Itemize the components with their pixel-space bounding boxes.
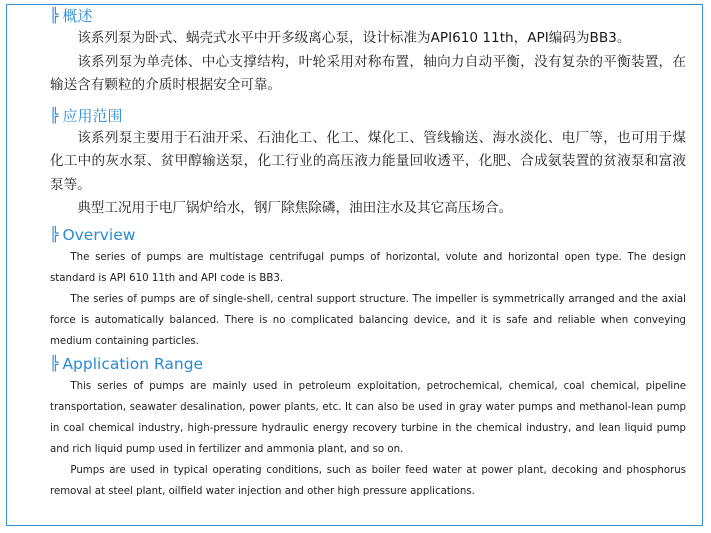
document-content	[50, 5, 686, 502]
section-marker-icon: ╠	[50, 8, 59, 24]
application-cn-paragraph-2: 典型工况用于电厂锅炉给水，钢厂除焦除磷，油田注水及其它高压场合。	[77, 200, 513, 216]
document-frame	[6, 4, 703, 526]
application-cn-title: 应用范围	[62, 106, 123, 125]
application-cn-paragraph-1: 该系列泵主要用于石油开采、石油化工、化工、煤化工、管线输送、海水淡化、电厂等，也可用于煤化工中的灰水泵、贫甲醇输送泵，化工行业的高压液力能量回收透平，化肥、合成氨装置的贫液泵和富液泵等。	[50, 129, 686, 193]
application-en-heading	[50, 352, 686, 376]
overview-en-title: Overview	[62, 225, 136, 244]
overview-en-paragraph-2: The series of pumps are of single-shell, central support structure. The impeller is symmetrically arranged and the axial force is automatically balanced. There is no complicated balancing device, and it is safe and reliable when conveying medium containing particles.	[50, 293, 686, 347]
overview-en-heading	[50, 223, 686, 247]
section-marker-icon: ╠	[50, 355, 59, 372]
overview-cn-heading	[50, 5, 686, 27]
overview-cn-paragraph-1: 该系列泵为卧式、蜗壳式水平中开多级离心泵，设计标准为API610 11th，API编码为BB3。	[77, 30, 631, 46]
overview-cn-paragraph-2: 该系列泵为单壳体、中心支撑结构，叶轮采用对称布置，轴向力自动平衡，没有复杂的平衡装置，在输送含有颗粒的介质时根据安全可靠。	[50, 53, 686, 93]
section-marker-icon: ╠	[50, 107, 59, 124]
overview-cn-title: 概述	[62, 7, 93, 25]
overview-en-paragraph-1: The series of pumps are multistage centrifugal pumps of horizontal, volute and horizontal open type. The design standard is API 610 11th and API code is BB3.	[50, 251, 686, 284]
section-marker-icon: ╠	[50, 226, 59, 243]
application-en-paragraph-2: Pumps are used in typical operating conditions, such as boiler feed water at power plant, decoking and phosphorus removal at steel plant, oilfield water injection and other high pressure applications.	[50, 464, 686, 497]
application-cn-heading	[50, 105, 686, 127]
application-en-title: Application Range	[62, 354, 204, 373]
application-en-paragraph-1: This series of pumps are mainly used in petroleum exploitation, petrochemical, chemical, coal chemical, pipeline transportation, seawater desalination, power plants, etc. It can also be used in gray water pumps and methanol-lean pump in coal chemical industry, high-pressure hydraulic energy recovery turbine in the chemical industry, and lean liquid pump and rich liquid pump used in fertilizer and ammonia plant, and so on.	[50, 380, 686, 455]
